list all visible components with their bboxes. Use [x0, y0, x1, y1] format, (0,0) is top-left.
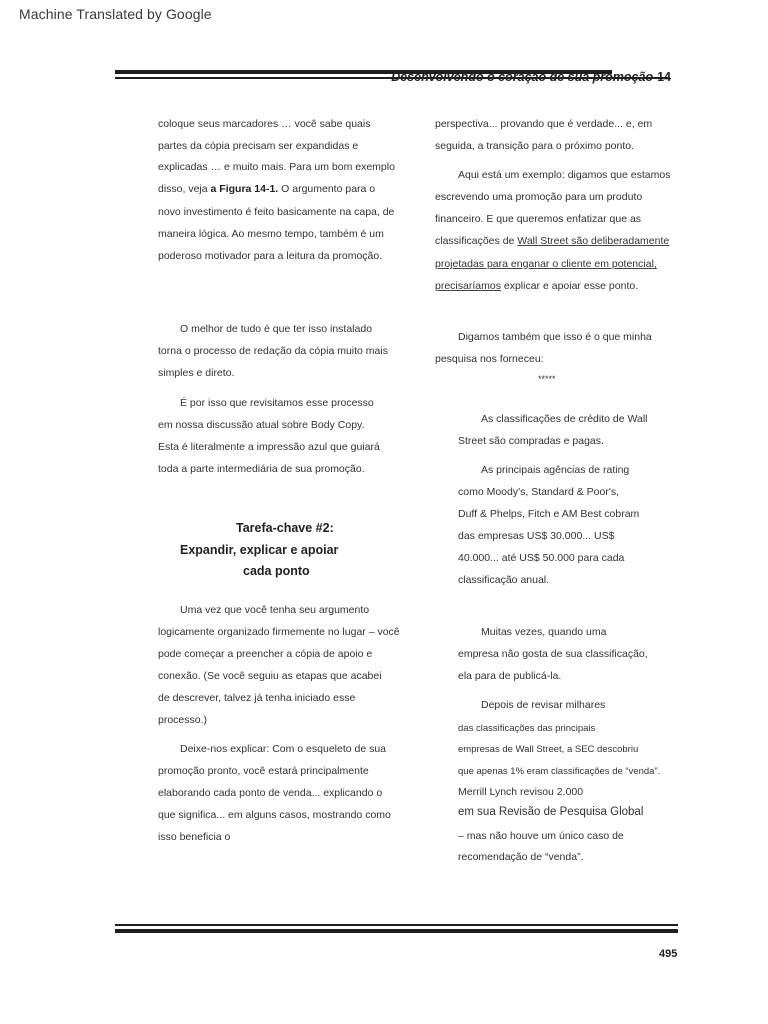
text-line: elaborando cada ponto de venda... explicando o: [158, 787, 383, 799]
footer-rule-thick: [115, 929, 678, 933]
section-heading: Expandir, explicar e apoiar: [180, 543, 339, 557]
text-line: As principais agências de rating: [481, 464, 630, 476]
text-line: Digamos também que isso é o que minha: [458, 331, 652, 343]
text-line: processo.): [158, 714, 208, 726]
footer-rule-thin: [115, 924, 678, 926]
text-line: Muitas vezes, quando uma: [481, 626, 607, 638]
text-line: 40.000... até US$ 50.000 para cada: [458, 552, 625, 564]
text-line: pesquisa nos forneceu:: [435, 353, 544, 365]
text-line: isso beneficia o: [158, 831, 231, 843]
text-line: das empresas US$ 30.000... US$: [458, 530, 615, 542]
text-line: das classificações das principais: [458, 723, 596, 734]
text-line: poderoso motivador para a leitura da promoção.: [158, 250, 383, 262]
text-line: Esta é literalmente a impressão azul que guiará: [158, 441, 380, 453]
text-line: conexão. (Se você seguiu as etapas que acabei: [158, 670, 382, 682]
section-divider-stars: *****: [538, 374, 556, 384]
text-line: partes da cópia precisam ser expandidas e: [158, 140, 359, 152]
text-line: Deixe-nos explicar: Com o esqueleto de sua: [180, 743, 387, 755]
translation-banner-label: Machine Translated by Google: [19, 6, 212, 22]
text-line: perspectiva... provando que é verdade... e, em: [435, 118, 653, 130]
section-heading: cada ponto: [243, 564, 310, 578]
text-line: toda a parte intermediária de sua promoção.: [158, 463, 365, 475]
text-line: classificação anual.: [458, 574, 550, 586]
section-heading: Tarefa-chave #2:: [236, 521, 334, 535]
chapter-number: 14: [657, 70, 671, 84]
figure-reference: a Figura 14-1.: [210, 183, 279, 195]
running-header-title: Desenvolvendo o coração de sua promoção: [391, 70, 654, 84]
text-line: que apenas 1% eram classificações de “venda”.: [458, 766, 661, 777]
text-line: pode começar a preencher a cópia de apoio e: [158, 648, 373, 660]
underlined-phrase: projetadas para enganar o cliente em potencial,: [435, 258, 657, 270]
text-line: como Moody's, Standard & Poor's,: [458, 486, 620, 498]
text-line: que significa... em alguns casos, mostrando como: [158, 809, 391, 821]
text-line: financeiro. E que queremos enfatizar que as: [435, 213, 642, 225]
text-line: maneira lógica. Ao mesmo tempo, também é um: [158, 228, 384, 240]
text-line: É por isso que revisitamos esse processo: [180, 397, 374, 409]
text-line: Merrill Lynch revisou 2.000: [458, 786, 584, 798]
text-line: novo investimento é feito basicamente na capa, de: [158, 206, 395, 218]
text-line: coloque seus marcadores … você sabe quais: [158, 118, 371, 130]
text-line: precisaríamos explicar e apoiar esse ponto.: [435, 280, 639, 292]
page-number: 495: [659, 948, 678, 960]
text-line: Aqui está um exemplo: digamos que estamos: [458, 169, 671, 181]
text-line: ela para de publicá-la.: [458, 670, 562, 682]
text-line: promoção pronto, você estará principalmente: [158, 765, 369, 777]
underlined-phrase: precisaríamos: [435, 280, 501, 292]
text-line: As classificações de crédito de Wall: [481, 413, 648, 425]
underlined-phrase: Wall Street são deliberadamente: [517, 235, 670, 247]
text-line: em nossa discussão atual sobre Body Copy.: [158, 419, 365, 431]
text-line: classificações de Wall Street são deliberadamente: [435, 235, 670, 247]
text-line: simples e direto.: [158, 367, 235, 379]
text-line: empresas de Wall Street, a SEC descobriu: [458, 744, 639, 755]
text-line: – mas não houve um único caso de: [458, 830, 624, 842]
running-header: [391, 70, 671, 84]
text-line: Duff & Phelps, Fitch e AM Best cobram: [458, 508, 640, 520]
text-line: explicadas … e muito mais. Para um bom exemplo: [158, 161, 395, 173]
text-line: recomendação de “venda”.: [458, 851, 584, 863]
text-line: seguida, a transição para o próximo ponto.: [435, 140, 635, 152]
text-line: de descrever, talvez já tenha iniciado esse: [158, 692, 356, 704]
text-line: empresa não gosta de sua classificação,: [458, 648, 648, 660]
text-line: Uma vez que você tenha seu argumento: [180, 604, 370, 616]
text-line: torna o processo de redação da cópia muito mais: [158, 345, 388, 357]
text-line: disso, veja a Figura 14-1. O argumento para o: [158, 183, 376, 195]
text-line: O melhor de tudo é que ter isso instalado: [180, 323, 373, 335]
text-line: escrevendo uma promoção para um produto: [435, 191, 643, 203]
text-line: Street são compradas e pagas.: [458, 435, 604, 447]
translation-banner: [0, 0, 768, 30]
text-line: em sua Revisão de Pesquisa Global: [458, 806, 644, 818]
text-line: logicamente organizado firmemente no lugar – você: [158, 626, 400, 638]
text-line: Depois de revisar milhares: [481, 699, 606, 711]
